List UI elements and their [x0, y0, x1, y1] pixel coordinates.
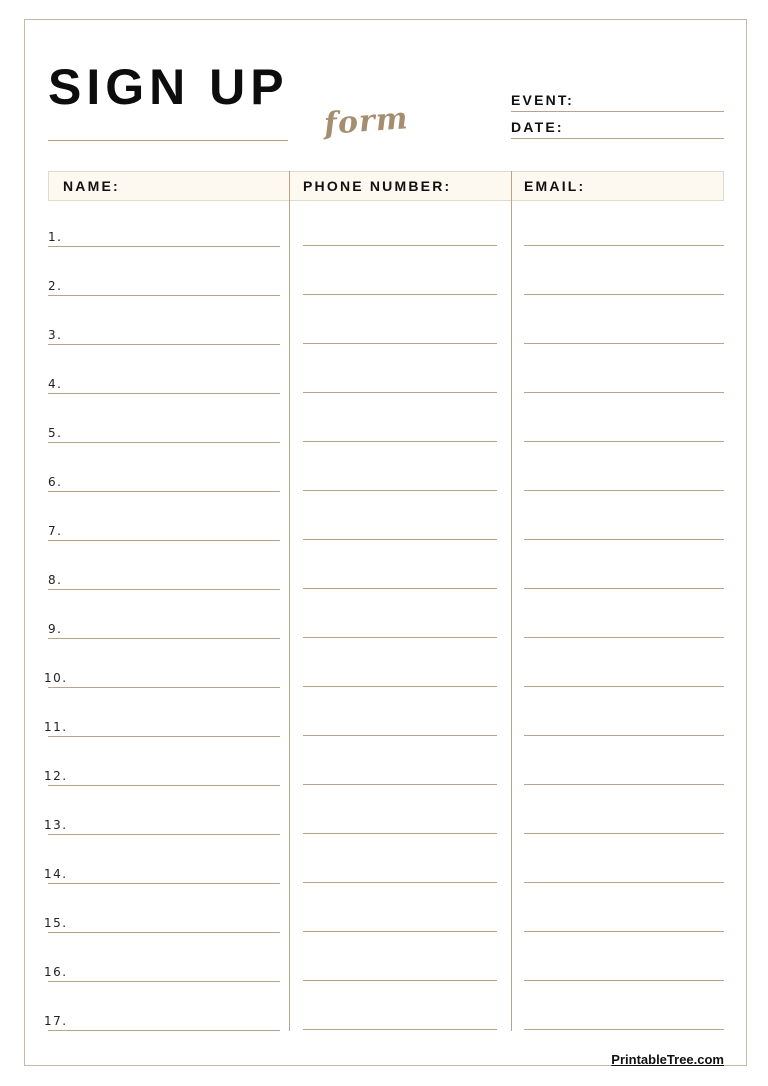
event-label: EVENT:: [511, 92, 574, 108]
phone-field-line[interactable]: [303, 882, 497, 883]
row-number: 2.: [48, 279, 63, 293]
email-field-line[interactable]: [524, 686, 724, 687]
phone-field-line[interactable]: [303, 784, 497, 785]
row-number: 16.: [44, 965, 68, 979]
phone-field-line[interactable]: [303, 588, 497, 589]
row-number: 4.: [48, 377, 63, 391]
email-field-line[interactable]: [524, 539, 724, 540]
email-field-line[interactable]: [524, 245, 724, 246]
name-field-line[interactable]: [48, 589, 280, 590]
name-field-line[interactable]: [48, 932, 280, 933]
name-field-line[interactable]: [48, 1030, 280, 1031]
name-field-line[interactable]: [48, 344, 280, 345]
name-field-line[interactable]: [48, 981, 280, 982]
column-header-email: EMAIL:: [524, 178, 586, 194]
phone-field-line[interactable]: [303, 637, 497, 638]
name-field-line[interactable]: [48, 736, 280, 737]
name-field-line[interactable]: [48, 540, 280, 541]
phone-field-line[interactable]: [303, 441, 497, 442]
phone-field-line[interactable]: [303, 735, 497, 736]
row-number: 1.: [48, 230, 63, 244]
date-field-line[interactable]: [511, 138, 724, 139]
phone-field-line[interactable]: [303, 490, 497, 491]
name-field-line[interactable]: [48, 295, 280, 296]
phone-field-line[interactable]: [303, 931, 497, 932]
phone-field-line[interactable]: [303, 343, 497, 344]
footer-credit: PrintableTree.com: [611, 1052, 724, 1067]
email-field-line[interactable]: [524, 441, 724, 442]
email-field-line[interactable]: [524, 784, 724, 785]
row-number: 15.: [44, 916, 68, 930]
phone-field-line[interactable]: [303, 686, 497, 687]
phone-field-line[interactable]: [303, 392, 497, 393]
phone-field-line[interactable]: [303, 833, 497, 834]
phone-field-line[interactable]: [303, 245, 497, 246]
name-field-line[interactable]: [48, 442, 280, 443]
name-field-line[interactable]: [48, 883, 280, 884]
email-field-line[interactable]: [524, 294, 724, 295]
row-number: 12.: [44, 769, 68, 783]
column-header-name: NAME:: [63, 178, 120, 194]
name-field-line[interactable]: [48, 785, 280, 786]
email-field-line[interactable]: [524, 931, 724, 932]
form-subtitle: form: [322, 101, 410, 142]
email-field-line[interactable]: [524, 343, 724, 344]
email-field-line[interactable]: [524, 490, 724, 491]
email-field-line[interactable]: [524, 392, 724, 393]
name-field-line[interactable]: [48, 834, 280, 835]
row-number: 11.: [44, 720, 68, 734]
email-field-line[interactable]: [524, 637, 724, 638]
date-label: DATE:: [511, 119, 564, 135]
row-number: 6.: [48, 475, 63, 489]
name-field-line[interactable]: [48, 246, 280, 247]
row-number: 8.: [48, 573, 63, 587]
phone-field-line[interactable]: [303, 1029, 497, 1030]
column-divider: [511, 171, 512, 1031]
row-number: 17.: [44, 1014, 68, 1028]
phone-field-line[interactable]: [303, 980, 497, 981]
title-underline: [48, 140, 288, 141]
column-divider: [289, 171, 290, 1031]
form-title: SIGN UP: [48, 59, 289, 115]
email-field-line[interactable]: [524, 980, 724, 981]
name-field-line[interactable]: [48, 687, 280, 688]
row-number: 7.: [48, 524, 63, 538]
column-header-phone: PHONE NUMBER:: [303, 178, 452, 194]
email-field-line[interactable]: [524, 588, 724, 589]
row-number: 3.: [48, 328, 63, 342]
name-field-line[interactable]: [48, 393, 280, 394]
row-number: 14.: [44, 867, 68, 881]
row-number: 5.: [48, 426, 63, 440]
name-field-line[interactable]: [48, 491, 280, 492]
email-field-line[interactable]: [524, 1029, 724, 1030]
event-field-line[interactable]: [511, 111, 724, 112]
row-number: 13.: [44, 818, 68, 832]
name-field-line[interactable]: [48, 638, 280, 639]
row-number: 9.: [48, 622, 63, 636]
email-field-line[interactable]: [524, 735, 724, 736]
email-field-line[interactable]: [524, 833, 724, 834]
phone-field-line[interactable]: [303, 539, 497, 540]
row-number: 10.: [44, 671, 68, 685]
phone-field-line[interactable]: [303, 294, 497, 295]
email-field-line[interactable]: [524, 882, 724, 883]
